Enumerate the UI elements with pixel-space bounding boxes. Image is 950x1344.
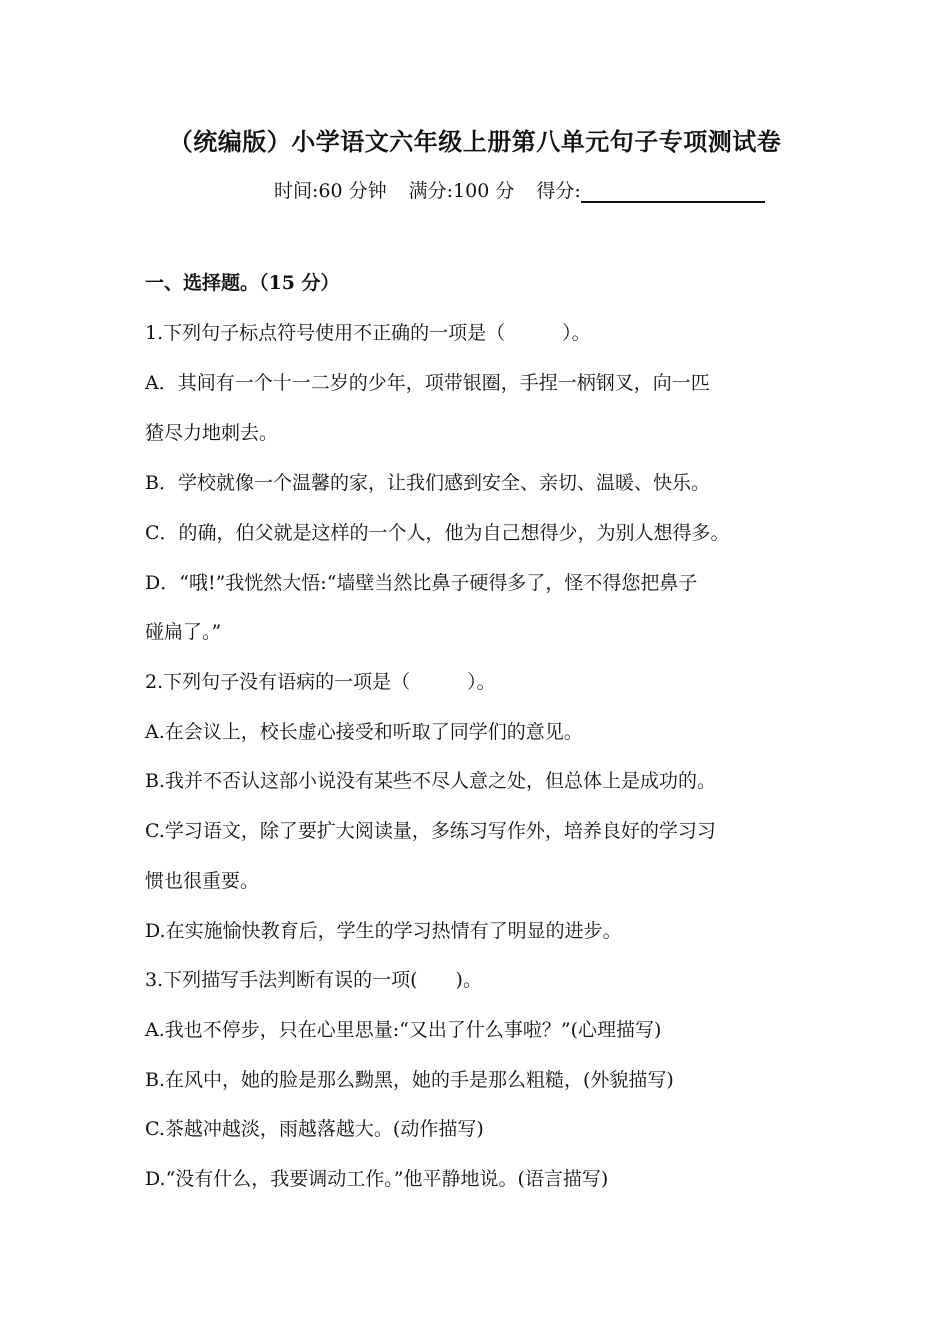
option-3d: D.“没有什么，我要调动工作。”他平静地说。(语言描写) bbox=[145, 1168, 609, 1190]
question-3: 3.下列描写手法判断有误的一项( )。 bbox=[145, 969, 482, 991]
score-label: 得分: bbox=[536, 180, 581, 202]
score-blank bbox=[581, 179, 765, 203]
page-title: （统编版）小学语文六年级上册第八单元句子专项测试卷 bbox=[168, 127, 782, 156]
option-3a: A.我也不停步，只在心里思量:“又出了什么事啦？”(心理描写) bbox=[145, 1019, 662, 1041]
option-1a: A．其间有一个十一二岁的少年，项带银圈，手捏一柄钢叉，向一匹 bbox=[145, 372, 710, 394]
option-1d: D．“哦!”我恍然大悟:“墙壁当然比鼻子硬得多了，怪不得您把鼻子 bbox=[145, 572, 698, 594]
question-1: 1.下列句子标点符号使用不正确的一项是（ ）。 bbox=[145, 322, 591, 344]
option-2c: C.学习语文，除了要扩大阅读量，多练习写作外，培养良好的学习习 bbox=[145, 820, 716, 842]
option-2d: D.在实施愉快教育后，学生的学习热情有了明显的进步。 bbox=[145, 920, 622, 942]
option-1c: C．的确，伯父就是这样的一个人，他为自己想得少，为别人想得多。 bbox=[145, 522, 730, 544]
question-2: 2.下列句子没有语病的一项是（ ）。 bbox=[145, 671, 496, 693]
option-3c: C.茶越冲越淡，雨越落越大。(动作描写) bbox=[145, 1118, 484, 1140]
option-2a: A.在会议上，校长虚心接受和听取了同学们的意见。 bbox=[145, 721, 583, 743]
section-heading: 一、选择题。（15 分） bbox=[145, 272, 340, 294]
option-1b: B．学校就像一个温馨的家，让我们感到安全、亲切、温暖、快乐。 bbox=[145, 472, 710, 494]
time-limit: 时间:60 分钟 bbox=[274, 180, 387, 202]
option-2b: B.我并不否认这部小说没有某些不尽人意之处，但总体上是成功的。 bbox=[145, 770, 717, 792]
full-score: 满分:100 分 bbox=[408, 180, 515, 202]
exam-meta bbox=[274, 176, 765, 203]
option-1d-cont: 碰扁了。” bbox=[145, 621, 222, 643]
option-3b: B.在风中，她的脸是那么黝黑，她的手是那么粗糙，(外貌描写) bbox=[145, 1069, 674, 1091]
option-2c-cont: 惯也很重要。 bbox=[145, 870, 260, 892]
option-1a-cont: 猹尽力地刺去。 bbox=[145, 422, 279, 444]
